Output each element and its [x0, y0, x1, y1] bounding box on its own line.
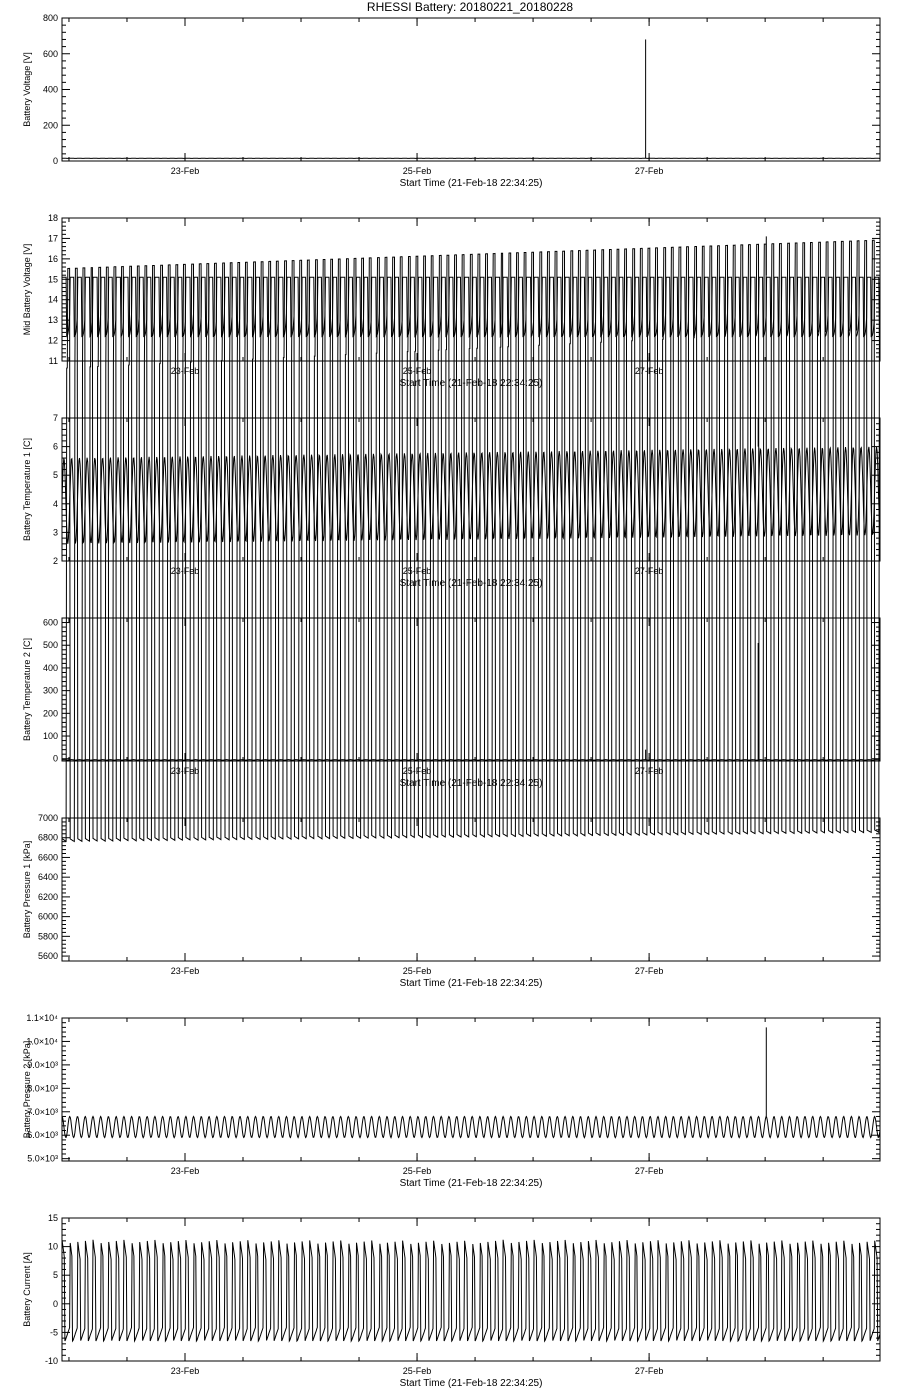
y-tick-label: 14 — [47, 294, 58, 305]
y-tick-label: 5 — [52, 1270, 58, 1281]
y-tick-label: 13 — [47, 315, 58, 326]
series-line — [62, 1240, 880, 1341]
series-line — [62, 447, 880, 544]
series-line — [62, 277, 880, 336]
y-tick-label: 5 — [52, 470, 58, 481]
x-tick-label: 25-Feb — [402, 366, 432, 376]
y-tick-label: 6200 — [37, 891, 58, 902]
y-axis-label: Battery Current [A] — [22, 1252, 32, 1327]
y-axis-label: Battery Temperature 1 [C] — [22, 438, 32, 541]
y-tick-label: 600 — [42, 48, 58, 59]
series-line — [62, 1117, 880, 1138]
x-tick-label: 23-Feb — [170, 166, 200, 176]
x-tick-label: 27-Feb — [634, 1166, 664, 1176]
y-tick-label: 1.1×10⁴ — [26, 1013, 58, 1023]
y-tick-label: 400 — [42, 662, 58, 673]
y-tick-label: 800 — [42, 13, 58, 23]
y-tick-label: 6.0×10³ — [27, 1130, 58, 1141]
plot-frame — [62, 18, 880, 161]
y-tick-label: 500 — [42, 640, 58, 651]
y-tick-label: 0 — [52, 156, 58, 166]
x-tick-label: 27-Feb — [634, 166, 664, 176]
y-axis-label: Battery Voltage [V] — [22, 52, 32, 127]
y-tick-label: 200 — [42, 708, 58, 719]
x-axis-label: Start Time (21-Feb-18 22:34:25) — [399, 978, 543, 989]
x-tick-label: 23-Feb — [170, 1166, 200, 1176]
y-tick-label: 7000 — [37, 813, 58, 823]
x-tick-label: 27-Feb — [634, 366, 664, 376]
y-tick-label: 0 — [52, 753, 58, 764]
y-tick-label: 6 — [52, 441, 58, 452]
plot-frame — [62, 818, 880, 961]
y-tick-label: 300 — [42, 685, 58, 696]
y-tick-label: 5800 — [37, 931, 58, 942]
y-tick-label: 6600 — [37, 852, 58, 863]
y-tick-label: 6800 — [37, 832, 58, 843]
y-tick-label: 16 — [47, 253, 58, 264]
x-tick-label: 27-Feb — [634, 966, 664, 976]
plot-frame — [62, 1018, 880, 1161]
y-tick-label: 0 — [52, 1298, 58, 1309]
y-tick-label: 2 — [52, 556, 58, 566]
y-axis-label: Battery Pressure 2 [kPa] — [22, 1040, 32, 1139]
y-tick-label: 11 — [48, 356, 58, 366]
y-tick-label: 9.0×10³ — [27, 1059, 58, 1070]
y-axis-label: Battery Pressure 1 [kPa] — [22, 840, 32, 939]
x-tick-label: 23-Feb — [170, 366, 200, 376]
y-tick-label: 600 — [42, 617, 58, 628]
x-axis-label: Start Time (21-Feb-18 22:34:25) — [399, 178, 543, 189]
y-tick-label: 15 — [47, 1213, 58, 1223]
y-tick-label: 8.0×10³ — [27, 1083, 58, 1094]
x-axis-label: Start Time (21-Feb-18 22:34:25) — [399, 778, 543, 789]
x-tick-label: 25-Feb — [402, 1366, 432, 1376]
x-axis-label: Start Time (21-Feb-18 22:34:25) — [399, 578, 543, 589]
series-line — [62, 760, 880, 761]
y-tick-label: -10 — [44, 1356, 58, 1366]
y-tick-label: 5.0×10³ — [27, 1153, 58, 1164]
y-tick-label: 7 — [52, 413, 58, 423]
x-tick-label: 23-Feb — [170, 1366, 200, 1376]
x-tick-label: 23-Feb — [170, 766, 200, 776]
y-tick-label: 12 — [47, 335, 58, 346]
y-tick-label: 4 — [52, 498, 58, 509]
y-tick-label: 400 — [42, 84, 58, 95]
y-tick-label: 6400 — [37, 872, 58, 883]
y-tick-label: 7.0×10³ — [27, 1106, 58, 1117]
y-axis-label: Mid Battery Voltage [V] — [22, 243, 32, 336]
y-tick-label: 5600 — [37, 951, 58, 962]
x-tick-label: 25-Feb — [402, 1166, 432, 1176]
plot-frame — [62, 1218, 880, 1361]
x-tick-label: 25-Feb — [402, 766, 432, 776]
y-tick-label: -5 — [49, 1327, 58, 1338]
y-axis-label: Battery Temperature 2 [C] — [22, 638, 32, 741]
y-tick-label: 100 — [42, 731, 58, 742]
x-tick-label: 23-Feb — [170, 966, 200, 976]
x-tick-label: 25-Feb — [402, 966, 432, 976]
x-tick-label: 27-Feb — [634, 1366, 664, 1376]
y-tick-label: 18 — [47, 213, 58, 223]
x-tick-label: 27-Feb — [634, 566, 664, 576]
x-axis-label: Start Time (21-Feb-18 22:34:25) — [399, 378, 543, 389]
y-tick-label: 10 — [47, 1241, 58, 1252]
plot-frame — [62, 618, 880, 761]
y-tick-label: 1.0×10⁴ — [26, 1036, 58, 1047]
chart-title: RHESSI Battery: 20180221_20180228 — [366, 0, 574, 14]
y-tick-label: 15 — [47, 274, 58, 285]
y-tick-label: 3 — [52, 527, 58, 538]
x-tick-label: 27-Feb — [634, 766, 664, 776]
x-axis-label: Start Time (21-Feb-18 22:34:25) — [399, 1178, 543, 1189]
x-tick-label: 25-Feb — [402, 166, 432, 176]
x-tick-label: 23-Feb — [170, 566, 200, 576]
plot-frame — [62, 218, 880, 361]
y-tick-label: 6000 — [37, 911, 58, 922]
y-tick-label: 200 — [42, 120, 58, 131]
y-tick-label: 17 — [47, 233, 58, 244]
x-axis-label: Start Time (21-Feb-18 22:34:25) — [399, 1378, 543, 1389]
x-tick-label: 25-Feb — [402, 566, 432, 576]
